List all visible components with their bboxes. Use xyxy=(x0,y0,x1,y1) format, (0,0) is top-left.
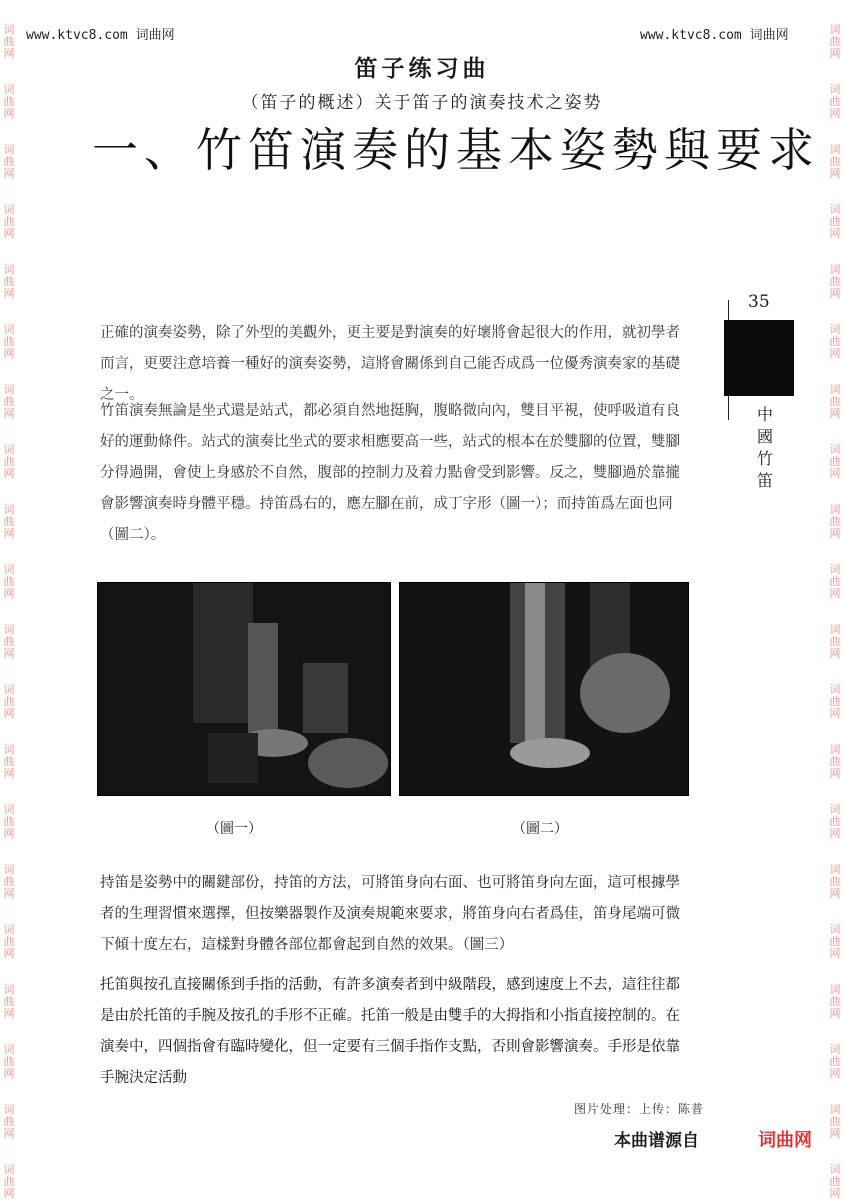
side-watermark-char: 曲 xyxy=(829,215,841,228)
side-watermark-char: 网 xyxy=(829,467,841,480)
side-watermark-char: 词 xyxy=(829,383,841,396)
image-credit: 图片处理：上传：陈普 xyxy=(574,1102,705,1116)
section-heading: 一、竹笛演奏的基本姿勢與要求 xyxy=(92,123,820,177)
side-watermark-char: 网 xyxy=(3,1067,15,1080)
side-watermark-char: 词 xyxy=(829,143,841,156)
side-watermark-char: 词 xyxy=(829,83,841,96)
side-watermark-char: 词 xyxy=(829,623,841,636)
side-watermark-char: 词 xyxy=(829,983,841,996)
paragraph-posture-intro: 正確的演奏姿勢，除了外型的美觀外，更主要是對演奏的好壞將會起很大的作用，就初學者而言，更要注意培養一種好的演奏姿勢，這將會關係到自己能否成爲一位優秀演奏家的基礎之一。 xyxy=(100,325,680,403)
side-watermark-char: 网 xyxy=(829,887,841,900)
site-watermark-left: www.ktvc8.com 词曲网 xyxy=(26,28,175,43)
side-watermark-char: 词 xyxy=(3,1163,15,1176)
side-watermark-char: 网 xyxy=(829,767,841,780)
side-watermark-char: 网 xyxy=(829,587,841,600)
side-watermark-char: 曲 xyxy=(829,1175,841,1188)
side-watermark-char: 曲 xyxy=(829,1055,841,1068)
side-watermark-char: 词 xyxy=(3,263,15,276)
side-watermark-char: 曲 xyxy=(3,335,15,348)
figure-1-photo xyxy=(97,582,391,796)
figure-2-photo xyxy=(399,582,689,796)
side-watermark-char: 词 xyxy=(3,503,15,516)
side-watermark-char: 曲 xyxy=(3,575,15,588)
side-watermark-char: 曲 xyxy=(3,635,15,648)
figure-2-caption: （圖二） xyxy=(512,821,568,837)
side-watermark-char: 网 xyxy=(3,107,15,120)
side-watermark-char: 网 xyxy=(829,1127,841,1140)
side-watermark-char: 曲 xyxy=(3,935,15,948)
side-watermark-char: 网 xyxy=(3,227,15,240)
side-watermark-char: 词 xyxy=(3,863,15,876)
side-watermark-char: 网 xyxy=(3,167,15,180)
side-watermark-char: 网 xyxy=(3,47,15,60)
side-watermark-char: 网 xyxy=(3,1127,15,1140)
side-watermark-char: 词 xyxy=(3,83,15,96)
side-watermark-char: 曲 xyxy=(829,995,841,1008)
side-watermark-char: 网 xyxy=(3,827,15,840)
source-label: 本曲谱源自 xyxy=(614,1131,699,1151)
side-watermark-char: 网 xyxy=(829,107,841,120)
side-watermark-char: 网 xyxy=(829,1187,841,1200)
side-watermark-char: 曲 xyxy=(829,335,841,348)
side-watermark-char: 曲 xyxy=(829,515,841,528)
side-watermark-char: 词 xyxy=(3,623,15,636)
side-watermark-char: 词 xyxy=(3,143,15,156)
side-watermark-char: 曲 xyxy=(3,815,15,828)
brand-logo: 词曲网 xyxy=(758,1130,812,1151)
side-watermark-char: 词 xyxy=(829,203,841,216)
side-watermark-char: 网 xyxy=(829,227,841,240)
side-watermark-char: 曲 xyxy=(829,755,841,768)
side-watermark-char: 网 xyxy=(3,527,15,540)
side-watermark-char: 网 xyxy=(3,347,15,360)
side-watermark-char: 词 xyxy=(3,443,15,456)
paragraph-finger-holes: 托笛與按孔直接關係到手指的活動，有許多演奏者到中級階段，感到速度上不去，這往往都是由於托笛的手腕及按孔的手形不正確。托笛一般是由雙手的大拇指和小指直接控制的。在演奏中，四個指會有臨時變化，但一定要有三個手指作支點，否則會影響演奏。手形是依靠手腕決定活動 xyxy=(100,977,680,1086)
side-watermark-char: 词 xyxy=(3,983,15,996)
side-watermark-char: 曲 xyxy=(3,35,15,48)
side-watermark-char: 词 xyxy=(829,443,841,456)
side-watermark-char: 网 xyxy=(3,647,15,660)
side-watermark-char: 网 xyxy=(3,467,15,480)
side-watermark-char: 词 xyxy=(3,803,15,816)
side-watermark-char: 网 xyxy=(3,1187,15,1200)
side-watermark-char: 词 xyxy=(3,383,15,396)
side-watermark-char: 曲 xyxy=(3,95,15,108)
side-watermark-char: 网 xyxy=(3,947,15,960)
side-watermark-char: 网 xyxy=(829,527,841,540)
side-watermark-char: 曲 xyxy=(3,995,15,1008)
side-chapter-label: 中國竹笛 xyxy=(756,405,773,490)
side-watermark-char: 词 xyxy=(829,23,841,36)
side-watermark-char: 网 xyxy=(3,707,15,720)
side-watermark-char: 网 xyxy=(829,287,841,300)
right-watermark-strip xyxy=(826,0,844,1200)
side-watermark-char: 网 xyxy=(3,287,15,300)
side-watermark-char: 网 xyxy=(3,887,15,900)
side-watermark-char: 词 xyxy=(829,923,841,936)
side-watermark-char: 曲 xyxy=(829,575,841,588)
side-watermark-char: 曲 xyxy=(829,155,841,168)
side-watermark-char: 网 xyxy=(829,1007,841,1020)
side-watermark-char: 词 xyxy=(829,1163,841,1176)
side-watermark-char: 词 xyxy=(829,323,841,336)
side-watermark-char: 网 xyxy=(829,1067,841,1080)
side-watermark-char: 曲 xyxy=(829,815,841,828)
paragraph-standing-posture: 竹笛演奏無論是坐式還是站式，都必須自然地挺胸，腹略微向內，雙目平視，使呼吸道有良好的運動條件。站式的演奏比坐式的要求相應要高一些，站式的根本在於雙腳的位置，雙腳分得過開，會使上身感於不自然，腹部的控制力及着力點會受到影響。反之，雙腳過於靠攏會影響演奏時身體平穩。持笛爲右的，應左腳在前，成丁字形（圖一）；而持笛爲左面也同（圖二）。 xyxy=(100,403,680,543)
side-watermark-char: 曲 xyxy=(829,1115,841,1128)
side-watermark-char: 曲 xyxy=(3,215,15,228)
side-watermark-char: 曲 xyxy=(829,275,841,288)
side-watermark-char: 网 xyxy=(829,647,841,660)
side-watermark-char: 词 xyxy=(3,923,15,936)
side-watermark-char: 词 xyxy=(829,503,841,516)
side-watermark-char: 词 xyxy=(3,23,15,36)
page-subtitle: （笛子的概述）关于笛子的演奏技术之姿势 xyxy=(241,93,603,113)
side-watermark-char: 曲 xyxy=(3,1175,15,1188)
side-watermark-char: 网 xyxy=(829,707,841,720)
side-watermark-char: 曲 xyxy=(3,875,15,888)
side-watermark-char: 曲 xyxy=(829,635,841,648)
side-watermark-char: 曲 xyxy=(3,695,15,708)
side-watermark-char: 曲 xyxy=(3,275,15,288)
side-watermark-char: 词 xyxy=(3,683,15,696)
side-watermark-char: 曲 xyxy=(3,1055,15,1068)
side-watermark-char: 网 xyxy=(3,587,15,600)
side-watermark-char: 曲 xyxy=(3,515,15,528)
site-watermark-right: www.ktvc8.com 词曲网 xyxy=(640,28,789,43)
side-watermark-char: 词 xyxy=(829,683,841,696)
side-watermark-char: 词 xyxy=(829,1043,841,1056)
side-watermark-char: 网 xyxy=(3,407,15,420)
side-watermark-char: 曲 xyxy=(829,95,841,108)
side-watermark-char: 网 xyxy=(829,47,841,60)
side-watermark-char: 词 xyxy=(829,803,841,816)
figure-1-caption: （圖一） xyxy=(206,821,262,837)
side-watermark-char: 曲 xyxy=(829,35,841,48)
left-watermark-strip xyxy=(0,0,18,1200)
side-watermark-char: 词 xyxy=(3,203,15,216)
side-watermark-char: 曲 xyxy=(829,875,841,888)
side-watermark-char: 曲 xyxy=(3,755,15,768)
side-watermark-char: 曲 xyxy=(829,395,841,408)
side-watermark-char: 曲 xyxy=(3,455,15,468)
side-watermark-char: 词 xyxy=(3,323,15,336)
side-watermark-char: 词 xyxy=(829,743,841,756)
side-watermark-char: 词 xyxy=(3,1043,15,1056)
side-watermark-char: 网 xyxy=(829,347,841,360)
page-number: 35 xyxy=(748,292,770,312)
side-watermark-char: 网 xyxy=(829,947,841,960)
side-watermark-char: 网 xyxy=(3,1007,15,1020)
side-watermark-char: 曲 xyxy=(829,455,841,468)
side-watermark-char: 词 xyxy=(3,743,15,756)
side-watermark-char: 曲 xyxy=(3,395,15,408)
chapter-tab-block xyxy=(724,320,794,396)
side-watermark-char: 网 xyxy=(829,407,841,420)
side-watermark-char: 词 xyxy=(3,1103,15,1116)
side-watermark-char: 词 xyxy=(3,563,15,576)
side-watermark-char: 曲 xyxy=(829,695,841,708)
side-watermark-char: 词 xyxy=(829,563,841,576)
side-watermark-char: 词 xyxy=(829,263,841,276)
side-watermark-char: 网 xyxy=(829,167,841,180)
side-watermark-char: 词 xyxy=(829,1103,841,1116)
side-watermark-char: 曲 xyxy=(3,1115,15,1128)
side-watermark-char: 曲 xyxy=(3,155,15,168)
side-watermark-char: 网 xyxy=(829,827,841,840)
side-watermark-char: 曲 xyxy=(829,935,841,948)
page-title: 笛子练习曲 xyxy=(354,56,490,82)
side-watermark-char: 词 xyxy=(829,863,841,876)
side-watermark-char: 网 xyxy=(3,767,15,780)
paragraph-holding-flute: 持笛是姿勢中的關鍵部份，持笛的方法，可將笛身向右面、也可將笛身向左面，這可根據學者的生理習慣來選擇，但按樂器製作及演奏規範來要求，將笛身向右者爲佳，笛身尾端可微下傾十度左右，這樣對身體各部位都會起到自然的效果。（圖三） xyxy=(100,875,680,953)
